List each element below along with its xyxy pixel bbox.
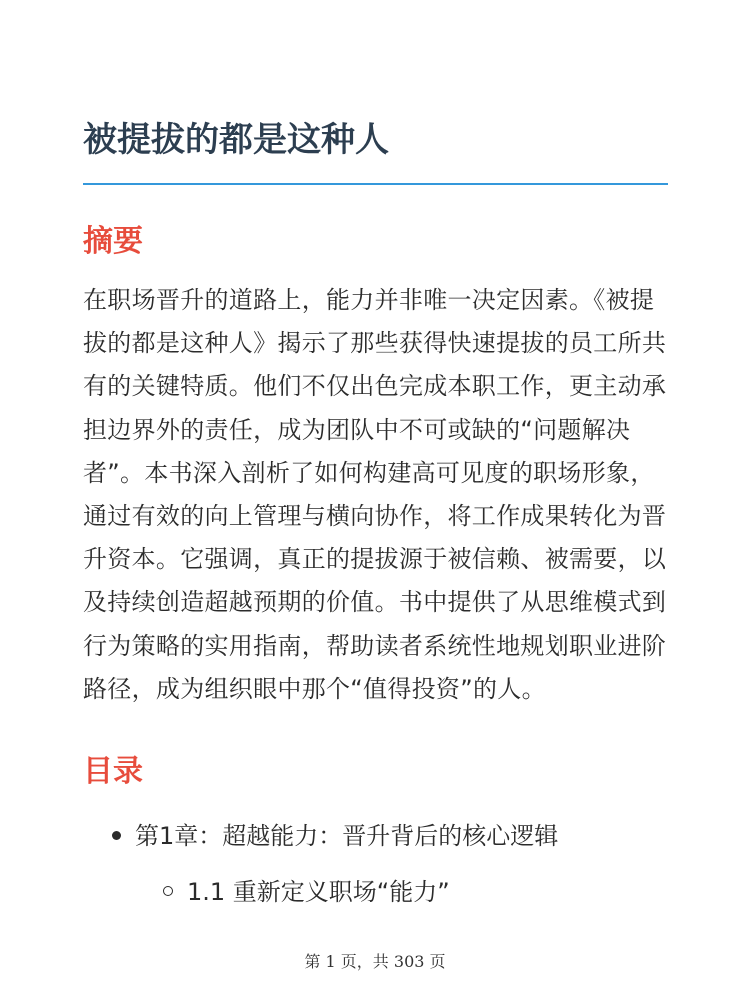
title-divider	[83, 183, 668, 185]
page-footer: 第 1 页，共 303 页	[304, 952, 446, 971]
toc-heading: 目录	[83, 754, 143, 789]
bullet-circle-icon	[163, 886, 173, 896]
bullet-disc-icon	[112, 831, 121, 840]
toc-item-label: 1.1 重新定义职场“能力”	[187, 878, 450, 906]
document-title: 被提拔的都是这种人	[83, 120, 389, 160]
toc-item-chapter-1[interactable]	[112, 816, 558, 856]
abstract-paragraph: 在职场晋升的道路上，能力并非唯一决定因素。《被提拔的都是这种人》揭示了那些获得快速提拔的员工所共有的关键特质。他们不仅出色完成本职工作，更主动承担边界外的责任，成为团队中不可或缺的“问题解决者”。本书深入剖析了如何构建高可见度的职场形象，通过有效的向上管理与横向协作，将工作成果转化为晋升资本。它强调，真正的提拔源于被信赖、被需要，以及持续创造超越预期的价值。书中提供了从思维模式到行为策略的实用指南，帮助读者系统性地规划职业进阶路径，成为组织眼中那个“值得投资”的人。	[83, 286, 667, 703]
abstract-heading: 摘要	[83, 224, 143, 259]
toc-item-label: 第1章：超越能力：晋升背后的核心逻辑	[135, 822, 559, 850]
toc-item-section-1-1[interactable]	[163, 872, 450, 912]
